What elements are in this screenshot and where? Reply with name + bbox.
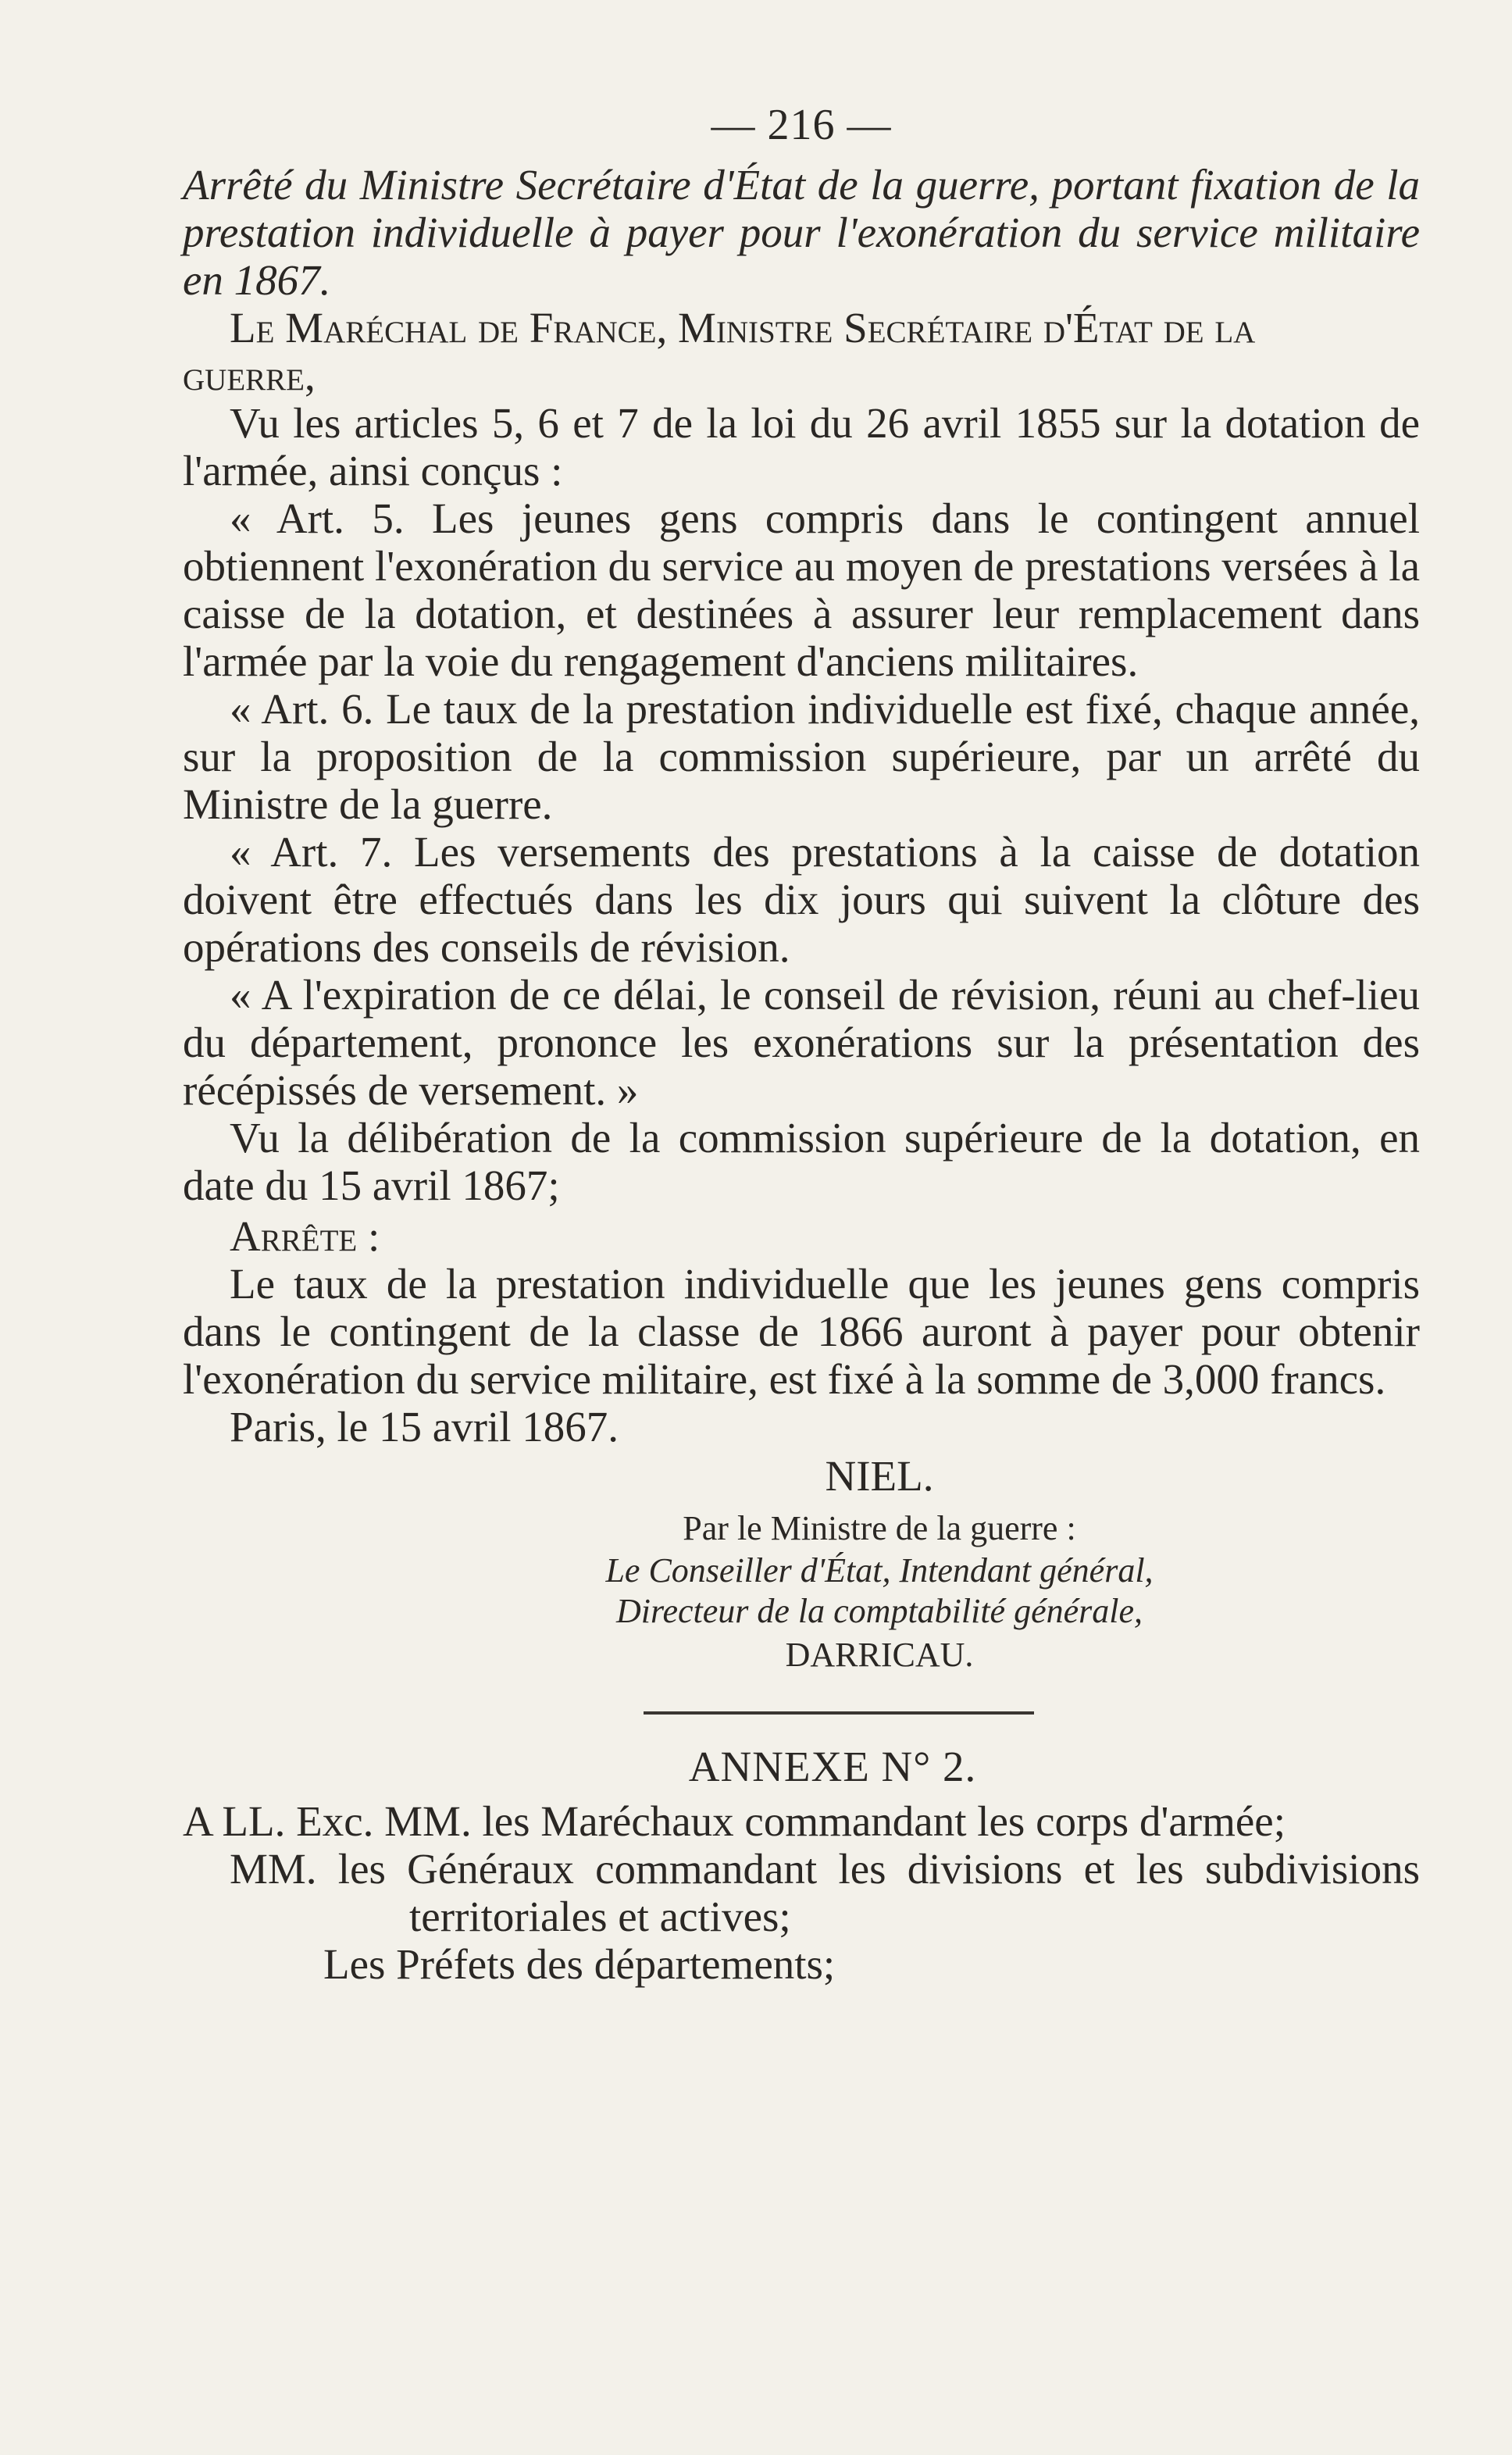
signature-role-line-2: Directeur de la comptabilité générale, <box>615 1592 1143 1630</box>
arrete-label-text: Arrête : <box>230 1212 380 1260</box>
annex-addressee-1: A LL. Exc. MM. les Maréchaux commandant les corps d'armée; <box>183 1797 1286 1845</box>
place-date: Paris, le 15 avril 1867. <box>230 1403 619 1451</box>
signature-role-line-1: Le Conseiller d'État, Intendant général, <box>605 1551 1154 1590</box>
annex-addressee-2: MM. les Généraux commandant les divisions et les subdivisions territoriales et actives; <box>230 1845 1420 1940</box>
paragraph-art-6: « Art. 6. Le taux de la prestation individuelle est fixé, chaque année, sur la proposition de la commission supérieure, par un arrêté du Ministre de la guerre. <box>183 685 1420 828</box>
signature-countersign: DARRICAU. <box>785 1636 974 1674</box>
paragraph-art-5: « Art. 5. Les jeunes gens compris dans le contingent annuel obtiennent l'exonération du service au moyen de prestations versées à la caisse de la dotation, et destinées à assurer leur remplacement dans l'armée par la voie du rengagement d'anciens militaires. <box>183 494 1420 685</box>
paragraph-art-7: « Art. 7. Les versements des prestations à la caisse de dotation doivent être effectués dans les dix jours qui suivent la clôture des opérations des conseils de révision. <box>183 828 1420 971</box>
annex-addressee-3: Les Préfets des départements; <box>323 1940 836 1988</box>
arrete-label <box>183 1212 1420 1260</box>
paragraph-vu-articles: Vu les articles 5, 6 et 7 de la loi du 26 avril 1855 sur la dotation de l'armée, ainsi conçus : <box>183 399 1420 494</box>
document-title: Arrêté du Ministre Secrétaire d'État de la guerre, portant fixation de la prestation individuelle à payer pour l'exonération du service militaire en 1867. <box>183 161 1420 304</box>
signature-by: Par le Ministre de la guerre : <box>683 1509 1076 1547</box>
paragraph-vu-deliberation: Vu la délibération de la commission supérieure de la dotation, en date du 15 avril 1867; <box>183 1114 1420 1209</box>
section-divider <box>644 1711 1034 1715</box>
paragraph-expiration: « A l'expiration de ce délai, le conseil de révision, réuni au chef-lieu du département, prononce les exonérations sur la présentation des récépissés de versement. » <box>183 971 1420 1114</box>
decision-paragraph: Le taux de la prestation individuelle que les jeunes gens compris dans le contingent de la classe de 1866 auront à payer pour obtenir l'exonération du service militaire, est fixé à la somme de 3,000 francs. <box>183 1260 1420 1403</box>
annex-title: ANNEXE N° 2. <box>688 1743 977 1790</box>
page-number: — 216 — <box>711 101 892 149</box>
heading-tail-line <box>183 351 1420 399</box>
document-page <box>183 94 1420 1988</box>
heading-line <box>183 304 1420 351</box>
heading-tail: guerre, <box>183 351 316 399</box>
heading-lead: Le Maréchal de France, Ministre Secrétaire d'État de la <box>230 304 1256 351</box>
signature-name: NIEL. <box>825 1452 934 1500</box>
